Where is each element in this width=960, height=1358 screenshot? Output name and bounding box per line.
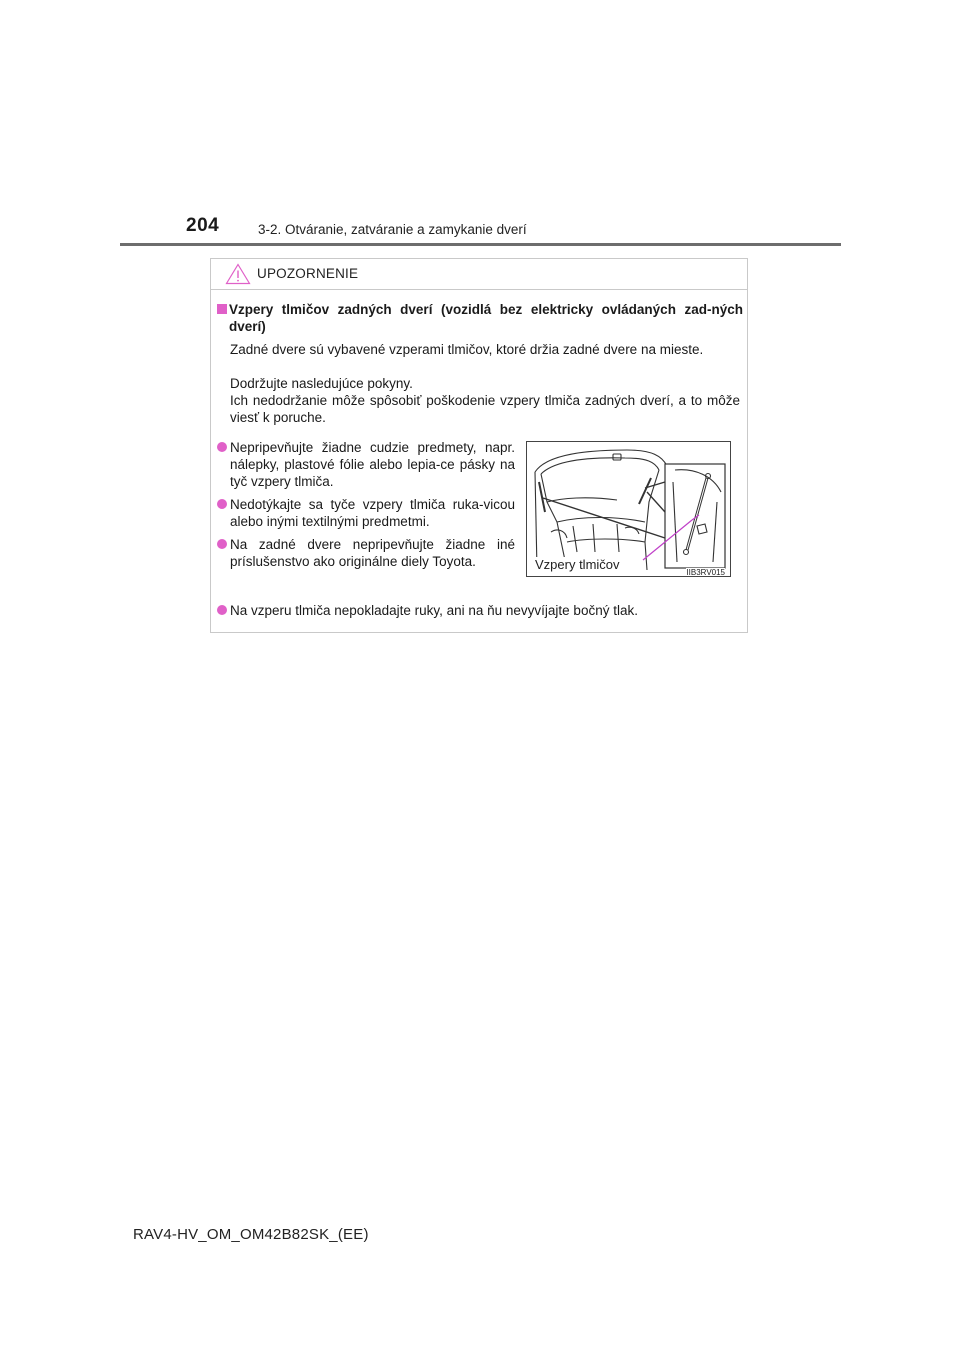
bullet-text: Nepripevňujte žiadne cudzie predmety, napr. nálepky, plastové fólie alebo lepia-ce pásky na tyč vzpery tlmiča. [230, 440, 515, 489]
list-item [217, 496, 515, 530]
bullet-text: Nedotýkajte sa tyče vzpery tlmiča ruka-vicou alebo inými textilnými predmetmi. [230, 497, 515, 529]
list-item [217, 602, 756, 619]
damper-stay-illustration [526, 441, 731, 577]
bullet-list [217, 439, 515, 576]
warning-title: UPOZORNENIE [257, 266, 359, 281]
document-id-footer: RAV4-HV_OM_OM42B82SK_(EE) [133, 1226, 369, 1243]
warning-box [210, 258, 748, 633]
page-number: 204 [186, 215, 220, 236]
item-heading-text: Vzpery tlmičov zadných dverí (vozidlá bez elektricky ovládaných zad-ných dverí) [229, 302, 743, 334]
list-item [217, 439, 515, 490]
bullet-text: Na vzperu tlmiča nepokladajte ruky, ani na ňu nevyvíjajte bočný tlak. [230, 603, 638, 618]
intro-paragraph-1: Zadné dvere sú vybavené vzperami tlmičov, ktoré držia zadné dvere na mieste. [230, 342, 704, 357]
illustration-code: IIB3RV015 [686, 568, 725, 577]
bullet-dot-icon [217, 499, 227, 509]
list-item [217, 536, 515, 570]
bullet-text: Na zadné dvere nepripevňujte žiadne iné príslušenstvo ako originálne diely Toyota. [230, 537, 515, 569]
warning-header [211, 259, 747, 290]
bullet-dot-icon [217, 442, 227, 452]
bullet-dot-icon [217, 605, 227, 615]
intro-paragraph-2: Dodržujte nasledujúce pokyny. [230, 376, 413, 391]
header-rule [120, 243, 841, 246]
section-title: 3-2. Otváranie, zatváranie a zamykanie dverí [258, 222, 527, 237]
illustration-label: Vzpery tlmičov [535, 557, 620, 572]
item-heading [217, 301, 743, 335]
bullet-dot-icon [217, 539, 227, 549]
square-bullet-icon [217, 304, 227, 314]
intro-paragraph-3: Ich nedodržanie môže spôsobiť poškodenie vzpery tlmiča zadných dverí, a to môže viesť k poruche. [230, 393, 740, 425]
warning-triangle-icon [225, 263, 251, 285]
